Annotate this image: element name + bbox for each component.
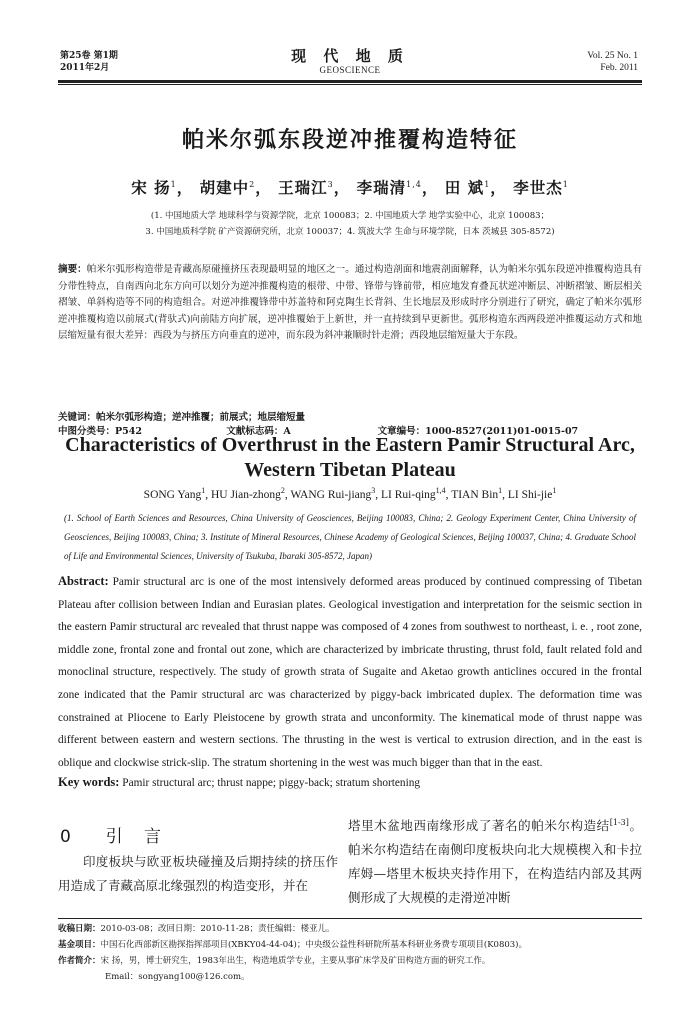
author-affil-sup: 1 — [498, 486, 503, 496]
authors-cn: 宋 扬$^1$， 胡建中$^2$， 王瑞江$^3$， 李瑞清$^{1,4}$， 田 斌$^1$， 李世杰$^1$ — [131, 178, 569, 197]
author-en: LI Shi-jie — [507, 489, 553, 501]
author-affil-sup: 1 — [170, 179, 177, 189]
footnote-label: 收稿日期： — [58, 924, 101, 934]
title-en-line: Characteristics of Overthrust in the Eastern Pamir Structural Arc, — [65, 434, 635, 456]
header-rule-thin — [58, 84, 642, 85]
doc-code-label: 文献标志码： — [226, 426, 284, 437]
keywords-text-cn: 帕米尔弧形构造；逆冲推覆；前展式；地层缩短量 — [96, 412, 306, 423]
footnote-author — [58, 953, 642, 969]
keywords-label-cn: 关键词： — [58, 412, 97, 423]
author-cn: 宋 扬 — [131, 178, 171, 197]
author-affil-sup: 1 — [201, 486, 206, 496]
author-cn: 田 斌 — [444, 178, 485, 197]
author-en: HU Jian-zhong — [210, 489, 281, 501]
article-number-label: 文章编号： — [377, 426, 426, 437]
abstract-label-en: Abstract: — [58, 574, 109, 588]
author-affil-sup: 3 — [371, 486, 376, 496]
affiliations-en: (1. School of Earth Sciences and Resources, China University of Geosciences, Beijing 100083, China; 2. Geology Experiment Center, China University of Geosciences, Beijing 100083, China; 3. Institute of Mineral Resources, Chinese Academy of Geological Sciences, Beijing 100037, China; 4. Graduate School of Life and Environmental Sciences, University of Tsukuba, Ibaraki 305-8572, Japan) — [64, 513, 636, 561]
footnote-label: 基金项目： — [58, 940, 101, 950]
author-en: SONG Yang — [143, 489, 202, 501]
volume-issue-en: Vol. 25 No. 1 — [587, 51, 638, 61]
author-cn: 李世杰 — [513, 178, 563, 197]
footnote-label: 作者简介： — [58, 956, 101, 966]
abstract-en — [58, 570, 642, 774]
abstract-label-cn: 摘要： — [58, 264, 87, 275]
author-cn: 胡建中 — [199, 178, 250, 197]
date-cn: 2011年2月 — [60, 63, 110, 73]
section-number: 0 — [60, 827, 79, 847]
footnote-fund — [58, 937, 642, 953]
abstract-text-en: Pamir structural arc is one of the most intensively deformed areas produced by continued compressing of Tibetan Plateau after collision between Indian and Eurasian plates. Geological investigation and interpretation for the seismic section in the eastern Pamir structural arc revealed that thrust nappe was composed of 4 zones from southwest to northeast, i. e. , root zone, middle zone, frontal zone and frontal out zone, which are characterized by imbricate thrusting, thrust fold, fault related fold and monoclinal structure, respectively. The study of growth strata of Sugaite and Aketao growth anticlines occured in the frontal zone indicated that the Pamir structural arc was characterized by piggy-back imbricated duplex. The deformation time was constrained at Pliocene to Early Pleistocene by growth strata and unconformity. The kinematical mode of thrust nappe was different between eastern and western sections. The thrusting in the west is vertical to extrusion direction, and in the east is oblique and clockwise strick-slip. The stratum shortening in the west was much bigger than that in the east. — [58, 576, 642, 769]
article-number-value: 1000-8527(2011)01-0015-07 — [425, 426, 579, 437]
header-rule-thick — [58, 80, 642, 83]
footnote-email[interactable]: Email：songyang100@126.com。 — [105, 972, 250, 982]
author-affil-sup: 2 — [280, 486, 285, 496]
author-affil-sup: 1 — [562, 179, 569, 189]
footnotes — [58, 921, 642, 985]
abstract-cn — [58, 262, 642, 345]
body-column-left — [58, 850, 338, 898]
author-affil-sup: 1,4 — [435, 486, 446, 496]
clc-label: 中图分类号： — [58, 426, 116, 437]
footnote-received — [58, 921, 642, 937]
footnote-text: 中国石化西部新区勘探指挥部项目(XBKY04-44-04)；中央级公益性科研院所基本科研业务费专项项目(K0803)。 — [100, 940, 527, 950]
journal-name-en: GEOSCIENCE — [319, 65, 381, 75]
keywords-label-en: Key words: — [58, 775, 120, 789]
body-text: 。帕米尔构造结在南侧印度板块向北大规模楔入和卡拉库姆—塔里木板块夹持作用下，在构造结内部及其两侧形成了大规模的走滑逆冲断 — [348, 818, 642, 905]
title-en-line: Western Tibetan Plateau — [244, 459, 456, 481]
author-en: TIAN Bin — [451, 489, 499, 501]
keywords-cn — [58, 411, 642, 425]
section-title: 引 言 — [105, 827, 170, 847]
author-affil-sup: 3 — [327, 179, 334, 189]
authors-en: SONG Yang$^1$, HU Jian-zhong$^2$, WANG Rui-jiang$^3$, LI Rui-qing$^{1,4}$, TIAN Bin$^1$, LI Shi-jie$^1$ — [143, 486, 557, 501]
affiliation-line: (1. 中国地质大学 地球科学与资源学院，北京 100083；2. 中国地质大学 地学实验中心，北京 100083； — [150, 211, 550, 221]
author-affil-sup: 1,4 — [406, 179, 422, 189]
journal-name-cn: 现 代 地 质 — [291, 47, 409, 65]
author-en: LI Rui-qing — [381, 489, 436, 501]
clc-value: P542 — [115, 426, 142, 437]
date-en: Feb. 2011 — [600, 63, 638, 73]
doc-code-value: A — [283, 426, 291, 437]
footnote-rule — [58, 918, 642, 919]
footnote-text: 宋 扬，男，博士研究生，1983年出生，构造地质学专业，主要从事矿床学及矿田构造方面的研究工作。 — [100, 956, 491, 966]
footnote-text: 2010-03-08；改回日期：2010-11-28；责任编辑：楼亚儿。 — [100, 924, 335, 934]
volume-issue-cn: 第25卷 第1期 — [60, 51, 118, 61]
author-en: WANG Rui-jiang — [290, 489, 372, 501]
author-cn: 王瑞江 — [278, 178, 328, 197]
keywords-text-en: Pamir structural arc; thrust nappe; piggy-back; stratum shortening — [122, 777, 421, 789]
affiliation-line: 3. 中国地质科学院 矿产资源研究所，北京 100037；4. 筑波大学 生命与环境学院，日本 茨城县 305-8572) — [145, 227, 555, 237]
page-title-en — [0, 433, 700, 483]
author-affil-sup: 1 — [484, 179, 491, 189]
affiliations-cn — [58, 208, 642, 240]
body-text: 塔里木盆地西南缘形成了著名的帕米尔构造结 — [348, 818, 610, 833]
section-heading — [60, 822, 169, 847]
header-volume-en — [587, 50, 638, 74]
abstract-text-cn: 帕米尔弧形构造带是青藏高原碰撞挤压表现最明显的地区之一。通过构造剖面和地震剖面解释，认为帕米尔弧东段逆冲推覆构造具有分带性特点，自南西向北东方向可以划分为逆冲推覆构造的根带、中带、锋带与锋前带，相应地发育叠瓦状逆冲断层、冲断褶皱、断层相关褶皱、单斜构造等不同的构造组合。对逆冲推覆锋带中苏盖特和阿克陶生长背斜、生长地层及形成时序分别进行了研究，确定了帕米尔弧形逆冲推覆构造以前展式(背驮式)向前陆方向扩展，逆冲推覆始于上新世，并一直持续到早更新世。弧形构造东西两段逆冲推覆运动方式和地层缩短量有很大差异：西段为与挤压方向垂直的逆冲，而东段为斜冲兼顺时针走滑；西段地层缩短量大于东段。 — [58, 264, 642, 341]
keywords-en — [58, 774, 642, 791]
body-paragraph — [348, 814, 642, 910]
author-affil-sup: 1 — [552, 486, 557, 496]
author-affil-sup: 2 — [249, 179, 256, 189]
body-column-right — [348, 814, 642, 910]
citation-ref[interactable]: [1-3] — [609, 817, 629, 827]
author-cn: 李瑞清 — [356, 178, 407, 197]
page-title-cn: 帕米尔弧东段逆冲推覆构造特征 — [181, 128, 518, 153]
body-paragraph: 印度板块与欧亚板块碰撞及后期持续的挤压作用造成了青藏高原北缘强烈的构造变形，并在 — [58, 854, 338, 893]
